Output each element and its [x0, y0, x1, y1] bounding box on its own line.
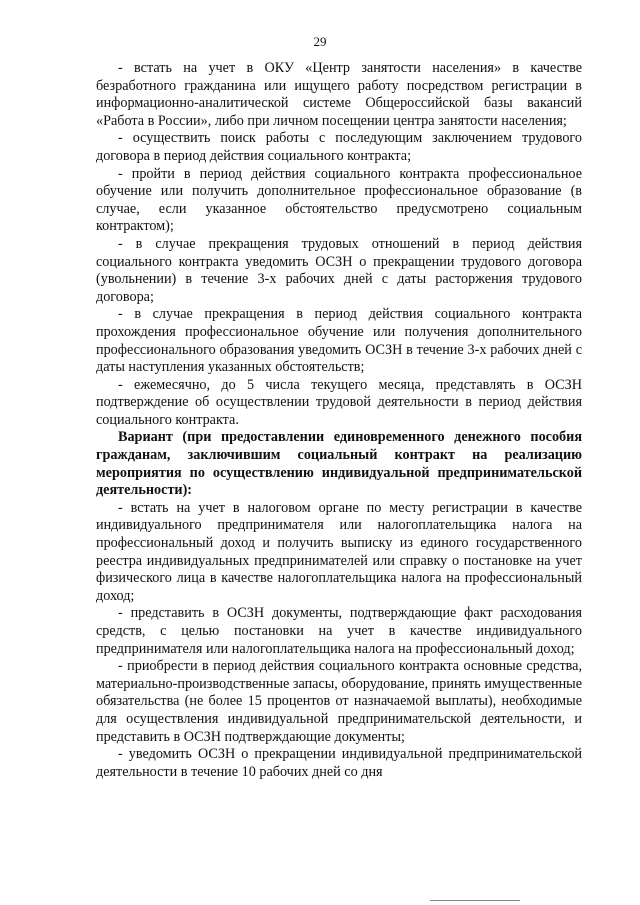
- paragraph-tax-registration: - встать на учет в налоговом органе по месту регистрации в качестве индивидуального предпринимателя или налогоплательщика налога на профессиональный доход и получить выписку из единого государственного реестра индивидуальных предпринимателей или справку о постановке на учет физического лица в качестве налогоплательщика налога на профессиональный доход;: [96, 499, 582, 604]
- paragraph-business-termination: - уведомить ОСЗН о прекращении индивидуальной предпринимательской деятельности в течение 10 рабочих дней со дня: [96, 746, 582, 780]
- paragraph-training-stop-notice: - в случае прекращения в период действия социального контракта прохождения профессиональное обучение или получения дополнительного профессионального образования уведомить ОСЗН в течение 3-х рабочих дней с даты наступления указанных обстоятельств;: [96, 306, 582, 376]
- paragraph-acquire-assets: - приобрести в период действия социального контракта основные средства, материально-производственные запасы, оборудование, принять имущественные обязательства (не более 15 процентов от назначаемой выплаты), необходимые для осуществления индивидуальной предпринимательской деятельности, и представить в ОСЗН подтверждающие документы;: [96, 658, 582, 745]
- page-number: 29: [313, 34, 327, 49]
- paragraph-register-employment-center: - встать на учет в ОКУ «Центр занятости населения» в качестве безработного гражданина или ищущего работу посредством регистрации в информационно-аналитической системе Общероссийской базы вакансий «Работа в России», либо при личном посещении центра занятости населения;: [96, 60, 582, 129]
- document-body: [96, 60, 582, 781]
- paragraph-expense-documents: - представить в ОСЗН документы, подтверждающие факт расходования средств, с целью постановки на учет в качестве индивидуального предпринимателя или налогоплательщика налога на профессиональный доход;: [96, 605, 582, 657]
- paragraph-termination-notice: - в случае прекращения трудовых отношений в период действия социального контракта уведомить ОСЗН о прекращении трудового договора (увольнении) в течение 3-х рабочих дней с даты расторжения трудового договора;: [96, 235, 582, 305]
- variant-heading: Вариант (при предоставлении единовременного денежного пособия гражданам, заключившим социальный контракт на реализацию мероприятия по осуществлению индивидуальной предпринимательской деятельности):: [96, 429, 582, 499]
- paragraph-job-search: - осуществить поиск работы с последующим заключением трудового договора в период действия социального контракта;: [96, 130, 582, 164]
- footer-rule: [430, 900, 520, 901]
- paragraph-monthly-confirmation: - ежемесячно, до 5 числа текущего месяца, представлять в ОСЗН подтверждение об осуществлении трудовой деятельности в период действия социального контракта.: [96, 376, 582, 428]
- paragraph-training: - пройти в период действия социального контракта профессиональное обучение или получить дополнительное профессиональное образование (в случае, если указанное обстоятельство предусмотрено социальным контрактом);: [96, 165, 582, 235]
